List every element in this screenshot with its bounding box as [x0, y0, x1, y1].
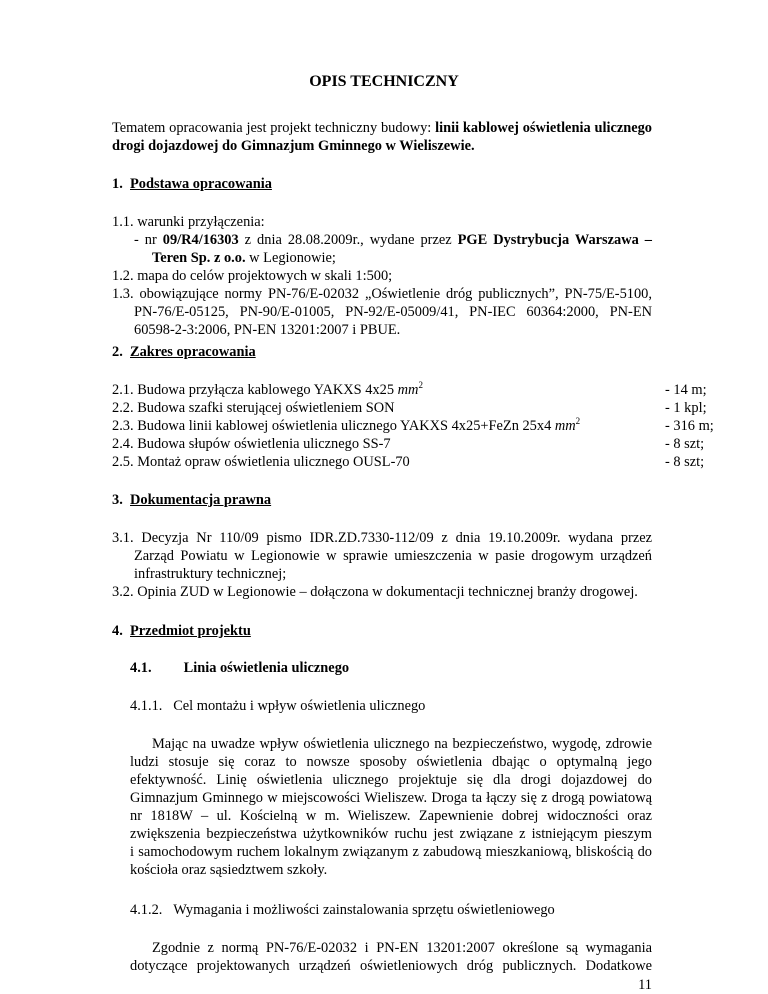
scope-qty-2: - 1 kpl;: [665, 400, 707, 416]
section-3-heading: 3. Dokumentacja prawna: [112, 492, 272, 508]
section-4-heading: 4. Przedmiot projektu: [112, 623, 251, 639]
intro-bold-2: drogi dojazdowej do Gimnazjum Gminnego w Wieliszewie.: [112, 138, 475, 154]
scope-item-4: 2.4. Budowa słupów oświetlenia ulicznego SS-7: [112, 436, 391, 452]
scope-qty-1: - 14 m;: [665, 382, 707, 398]
scope-qty-4: - 8 szt;: [665, 436, 705, 452]
section-1-heading: 1. Podstawa opracowania: [112, 176, 272, 192]
item-1-1: 1.1. warunki przyłączenia:: [112, 214, 265, 230]
paragraph-4-1-2: Zgodnie z normą PN-76/E-02032 i PN-EN 13201:2007 określone są wymagania dotyczące projektowanych urządzeń oświetleniowych dróg publicznych. Dodatkowe: [130, 940, 652, 974]
item-1-3-line-3: 60598-2-3:2006, PN-EN 13201:2007 i PBUE.: [134, 322, 401, 338]
paragraph-4-1-1: Mając na uwadze wpływ oświetlenia ulicznego na bezpieczeństwo, wygodę, zdrowie ludzi stosuje się coraz to nowsze sposoby oświetlenia dbając o optymalną jego efektywność. Linię oświetlenia ulicznego projektuje się dla drogi dojazdowej do Gimnazjum Gminnego w miejscowości Wieliszew. Droga ta łączy się z drogą powiatową nr 1818W – ul. Kościelną w m. Wieliszew. Zapewnienie dobrej widoczności oraz zwiększenia bezpieczeństwa użytkowników ruchu jest związane z istniejącym pieszym i samochodowym ruchem lokalnym związanym z zabudową mieszkaniową, bliskością do kościoła oraz sąsiedztwem szkoły.: [130, 736, 652, 878]
item-3-1-line-3: infrastruktury technicznej;: [134, 566, 287, 582]
item-3-2: 3.2. Opinia ZUD w Legionowie – dołączona w dokumentacji technicznej branży drogowej.: [112, 584, 638, 600]
scope-item-1: 2.1. Budowa przyłącza kablowego YAKXS 4x25 $mm^2$: [112, 380, 423, 398]
item-1-1-detail: - nr 09/R4/16303 z dnia 28.08.2009r., wydane przez PGE Dystrybucja Warszawa –: [134, 232, 652, 248]
section-3-list: [112, 529, 652, 601]
section-1-list: [112, 213, 652, 339]
item-3-1: 3.1. Decyzja Nr 110/09 pismo IDR.ZD.7330-112/09 z dnia 19.10.2009r. wydana przez: [112, 530, 652, 546]
scope-item-5: 2.5. Montaż opraw oświetlenia ulicznego OUSL-70: [112, 454, 410, 470]
subsection-4-1-2-heading: 4.1.2. Wymagania i możliwości zainstalowania sprzętu oświetleniowego: [130, 902, 555, 918]
item-1-3-line-2: PN-76/E-05125, PN-90/E-01005, PN-92/E-05009/41, PN-IEC 60364:2000, PN-EN: [134, 304, 652, 320]
item-1-1-detail-2: Teren Sp. z o.o. w Legionowie;: [152, 250, 336, 266]
document-title: OPIS TECHNICZNY: [309, 73, 459, 90]
item-1-3: 1.3. obowiązujące normy PN-76/E-02032 „Oświetlenie dróg publicznych”, PN-75/E-5100,: [112, 286, 652, 302]
scope-qty-5: - 8 szt;: [665, 454, 705, 470]
item-3-1-line-2: Zarząd Powiatu w Legionowie w sprawie umieszczenia w pasie drogowym urządzeń: [134, 548, 652, 564]
scope-item-3: 2.3. Budowa linii kablowej oświetlenia ulicznego YAKXS 4x25+FeZn 25x4 $mm^2$: [112, 416, 581, 434]
subsection-4-1-heading: 4.1. Linia oświetlenia ulicznego: [130, 660, 350, 676]
item-1-2: 1.2. mapa do celów projektowych w skali 1:500;: [112, 268, 393, 284]
section-2-heading: 2. Zakres opracowania: [112, 344, 256, 360]
page-number: 11: [638, 977, 652, 993]
subsection-4-1-1-heading: 4.1.1. Cel montażu i wpływ oświetlenia ulicznego: [130, 698, 426, 714]
intro-text: Tematem opracowania jest projekt techniczny budowy:: [112, 120, 436, 136]
scope-qty-3: - 316 m;: [665, 418, 714, 434]
intro-bold-1: linii kablowej oświetlenia ulicznego: [435, 120, 653, 136]
scope-item-2: 2.2. Budowa szafki sterującej oświetleniem SON: [112, 400, 395, 416]
intro-paragraph: [112, 119, 652, 155]
